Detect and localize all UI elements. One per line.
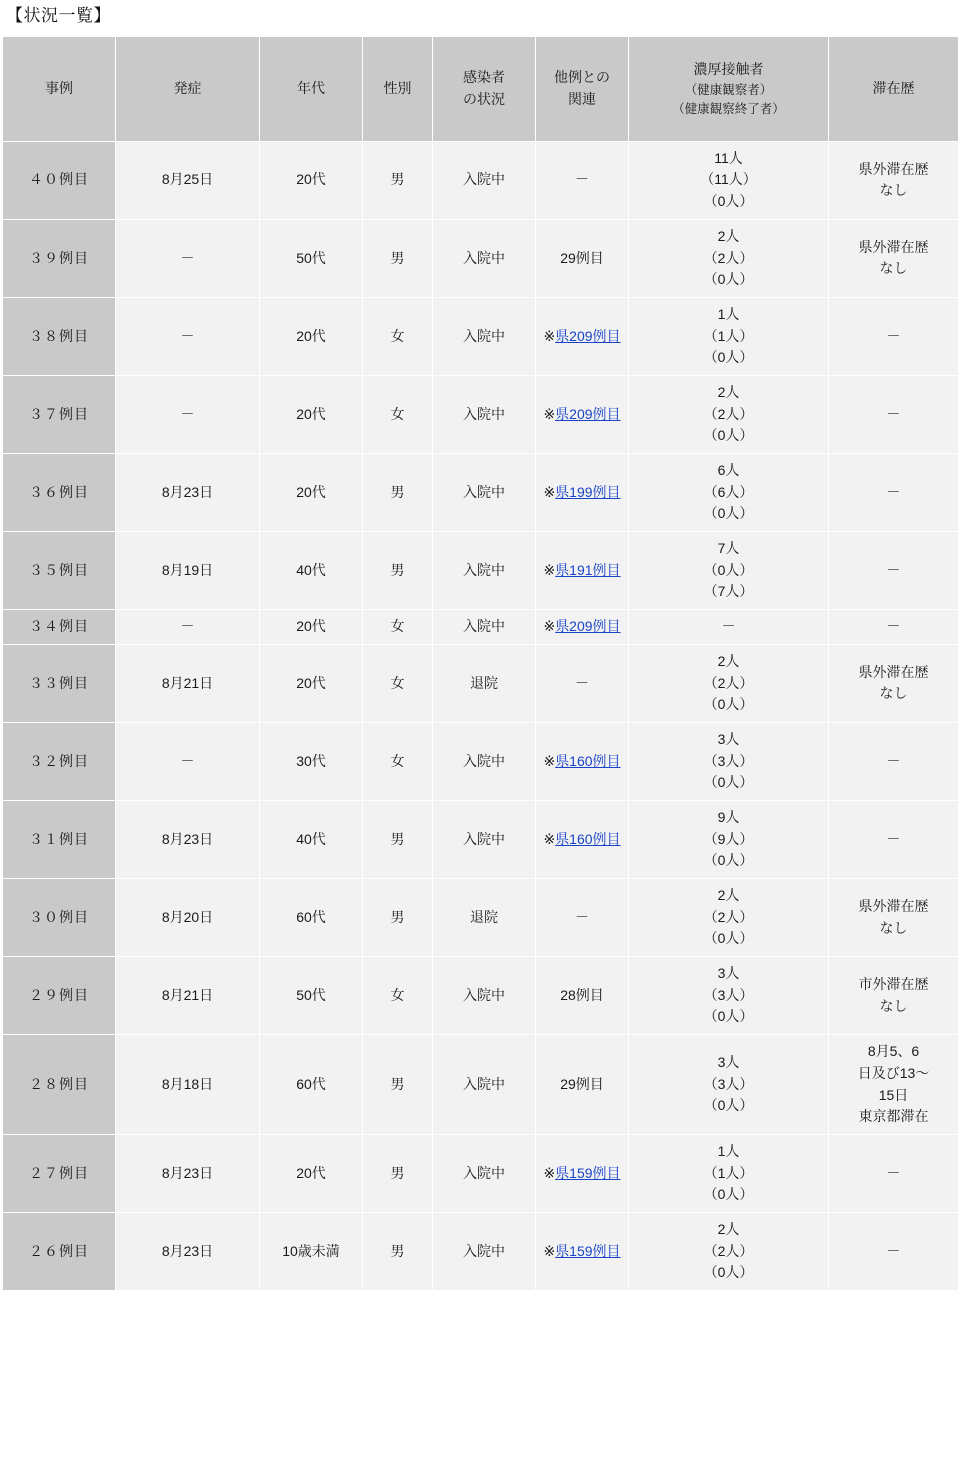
- cell-onset: 8月18日: [116, 1035, 260, 1135]
- cell-onset: －: [116, 297, 260, 375]
- cell-close-contacts: [629, 219, 829, 297]
- cell-sex: 男: [363, 532, 433, 610]
- cell-sex: 女: [363, 644, 433, 722]
- contact-count-line: （9人）: [703, 830, 754, 847]
- cell-relation: [536, 454, 629, 532]
- stay-history-line: 日及び13～: [857, 1064, 930, 1081]
- contact-count-line: 6人: [717, 462, 740, 479]
- cell-case: ３０例目: [3, 879, 116, 957]
- reference-mark: ※: [543, 327, 556, 344]
- cell-age: 20代: [260, 454, 363, 532]
- stay-history-line: －: [886, 1242, 901, 1259]
- contact-count-line: 11人: [714, 149, 743, 166]
- relation-text: 29例目: [560, 249, 604, 266]
- cell-age: 20代: [260, 610, 363, 645]
- contact-count-line: （2人）: [703, 674, 754, 691]
- cell-sex: 女: [363, 722, 433, 800]
- reference-mark: ※: [543, 618, 556, 635]
- column-header-case: 事例: [3, 36, 116, 141]
- status-table: [2, 36, 959, 1291]
- cell-age: 50代: [260, 219, 363, 297]
- cell-case: ３７例目: [3, 375, 116, 453]
- cell-state: 入院中: [433, 375, 536, 453]
- cell-age: 60代: [260, 879, 363, 957]
- cell-age: 20代: [260, 141, 363, 219]
- cell-relation: [536, 375, 629, 453]
- contact-count-line: 2人: [717, 887, 740, 904]
- cell-state: 入院中: [433, 722, 536, 800]
- cell-onset: 8月20日: [116, 879, 260, 957]
- relation-ref: [543, 831, 620, 847]
- column-header-relation: 他例との 関連: [536, 36, 629, 141]
- stay-history-line: －: [886, 1164, 901, 1181]
- relation-ref: [543, 484, 620, 500]
- table-row: [3, 644, 959, 722]
- cell-state: 入院中: [433, 957, 536, 1035]
- cell-stay: [829, 957, 959, 1035]
- column-header-close-contacts: 濃厚接触者 （健康観察者） （健康観察終了者）: [629, 36, 829, 141]
- cell-close-contacts: [629, 141, 829, 219]
- contact-count-line: （2人）: [703, 1242, 754, 1259]
- cell-relation: [536, 297, 629, 375]
- table-row: [3, 297, 959, 375]
- contact-count-line: 3人: [717, 965, 740, 982]
- cell-onset: 8月21日: [116, 644, 260, 722]
- contact-count-line: （0人）: [703, 930, 754, 947]
- reference-mark: ※: [543, 483, 556, 500]
- relation-text: －: [575, 674, 589, 691]
- header-row: [3, 36, 959, 141]
- related-case-link[interactable]: 県160例目: [555, 752, 621, 769]
- column-header-state: 感染者 の状況: [433, 36, 536, 141]
- cell-case: ３８例目: [3, 297, 116, 375]
- cell-stay: [829, 454, 959, 532]
- contact-count-line: （2人）: [703, 405, 754, 422]
- relation-text: 29例目: [560, 1075, 604, 1092]
- stay-history-line: 県外滞在歴: [858, 897, 929, 914]
- cell-relation: [536, 532, 629, 610]
- stay-history-line: 東京都滞在: [858, 1108, 929, 1125]
- cell-relation: [536, 1035, 629, 1135]
- contact-count-line: 1人: [717, 305, 740, 322]
- cell-close-contacts: [629, 297, 829, 375]
- stay-history-line: 県外滞在歴: [858, 238, 929, 255]
- cell-state: 入院中: [433, 1035, 536, 1135]
- cell-case: ２７例目: [3, 1134, 116, 1212]
- cell-relation: [536, 219, 629, 297]
- stay-history-line: なし: [879, 685, 908, 702]
- contact-count-line: （0人）: [703, 505, 754, 522]
- table-row: [3, 1035, 959, 1135]
- cell-case: ３２例目: [3, 722, 116, 800]
- cell-age: 10歳未満: [260, 1212, 363, 1290]
- stay-history-line: －: [886, 483, 901, 500]
- cell-age: 20代: [260, 375, 363, 453]
- cell-stay: [829, 532, 959, 610]
- contact-count-line: （0人）: [703, 852, 754, 869]
- cell-sex: 男: [363, 219, 433, 297]
- cell-close-contacts: [629, 957, 829, 1035]
- cell-sex: 男: [363, 141, 433, 219]
- column-header-stay: 滞在歴: [829, 36, 959, 141]
- contact-count-line: 9人: [717, 808, 740, 825]
- table-body: [3, 141, 959, 1290]
- cell-onset: 8月25日: [116, 141, 260, 219]
- stay-history-line: －: [886, 561, 901, 578]
- cell-case: ２９例目: [3, 957, 116, 1035]
- cell-age: 20代: [260, 297, 363, 375]
- cell-case: ３１例目: [3, 800, 116, 878]
- reference-mark: ※: [543, 1242, 556, 1259]
- reference-mark: ※: [543, 1164, 556, 1181]
- related-case-link[interactable]: 県199例目: [555, 483, 621, 500]
- cell-onset: －: [116, 610, 260, 645]
- contact-count-line: （6人）: [703, 483, 754, 500]
- cell-case: ３５例目: [3, 532, 116, 610]
- cell-stay: [829, 722, 959, 800]
- cell-close-contacts: [629, 1134, 829, 1212]
- contact-count-line: （0人）: [703, 1264, 754, 1281]
- cell-relation: [536, 800, 629, 878]
- stay-history-line: 市外滞在歴: [858, 975, 929, 992]
- related-case-link[interactable]: 県191例目: [555, 561, 621, 578]
- cell-age: 60代: [260, 1035, 363, 1135]
- cell-sex: 男: [363, 1212, 433, 1290]
- stay-history-line: なし: [879, 182, 908, 199]
- contact-count-line: 1人: [717, 1142, 740, 1159]
- contact-count-line: （0人）: [703, 427, 754, 444]
- stay-history-line: －: [886, 830, 901, 847]
- contact-count-line: （0人）: [703, 1186, 754, 1203]
- contact-count-line: （0人）: [703, 349, 754, 366]
- column-header-age: 年代: [260, 36, 363, 141]
- contact-count-line: （0人）: [703, 1008, 754, 1025]
- contact-count-line: 3人: [717, 730, 740, 747]
- cell-age: 20代: [260, 644, 363, 722]
- related-case-link[interactable]: 県209例目: [555, 618, 621, 635]
- contact-count-line: （1人）: [703, 327, 754, 344]
- relation-ref: [543, 1243, 620, 1259]
- table-row: [3, 957, 959, 1035]
- cell-state: 入院中: [433, 610, 536, 645]
- cell-age: 30代: [260, 722, 363, 800]
- contact-count-line: （3人）: [703, 752, 754, 769]
- cell-stay: [829, 375, 959, 453]
- table-row: [3, 722, 959, 800]
- table-row: [3, 1134, 959, 1212]
- contact-count-line: 3人: [717, 1054, 740, 1071]
- contact-count-line: 2人: [717, 383, 740, 400]
- cell-case: ３４例目: [3, 610, 116, 645]
- cell-case: ３９例目: [3, 219, 116, 297]
- contact-count-line: （0人）: [703, 1097, 754, 1114]
- cell-onset: 8月23日: [116, 800, 260, 878]
- relation-ref: [543, 562, 620, 578]
- contact-count-line: （0人）: [703, 561, 754, 578]
- related-case-link[interactable]: 県159例目: [555, 1164, 621, 1181]
- cell-state: 入院中: [433, 1134, 536, 1212]
- related-case-link[interactable]: 県159例目: [555, 1242, 621, 1259]
- cell-relation: [536, 610, 629, 645]
- cell-close-contacts: [629, 879, 829, 957]
- relation-ref: [543, 406, 620, 422]
- contact-count-line: （3人）: [703, 1075, 754, 1092]
- cell-close-contacts: [629, 1212, 829, 1290]
- stay-history-line: なし: [879, 919, 908, 936]
- cell-state: 入院中: [433, 219, 536, 297]
- cell-stay: [829, 219, 959, 297]
- relation-text: －: [575, 171, 589, 188]
- relation-ref: [543, 328, 620, 344]
- contact-count-line: （1人）: [703, 1164, 754, 1181]
- cell-close-contacts: [629, 644, 829, 722]
- cell-stay: [829, 879, 959, 957]
- table-row: [3, 141, 959, 219]
- cell-stay: [829, 800, 959, 878]
- cell-stay: [829, 141, 959, 219]
- cell-sex: 男: [363, 800, 433, 878]
- table-header: [3, 36, 959, 141]
- cell-close-contacts: [629, 610, 829, 645]
- cell-state: 入院中: [433, 454, 536, 532]
- contact-count-line: （2人）: [703, 249, 754, 266]
- cell-stay: [829, 1212, 959, 1290]
- stay-history-line: －: [886, 618, 901, 635]
- relation-text: －: [575, 908, 589, 925]
- cell-sex: 男: [363, 1134, 433, 1212]
- related-case-link[interactable]: 県209例目: [555, 405, 621, 422]
- cell-age: 40代: [260, 800, 363, 878]
- relation-ref: [543, 618, 620, 634]
- cell-stay: [829, 1035, 959, 1135]
- contact-count-line: 2人: [717, 652, 740, 669]
- cell-onset: 8月23日: [116, 1134, 260, 1212]
- cell-close-contacts: [629, 1035, 829, 1135]
- cell-age: 20代: [260, 1134, 363, 1212]
- cell-stay: [829, 644, 959, 722]
- reference-mark: ※: [543, 830, 556, 847]
- cell-onset: 8月23日: [116, 454, 260, 532]
- contact-count-line: （3人）: [703, 986, 754, 1003]
- cell-sex: 男: [363, 454, 433, 532]
- cell-close-contacts: [629, 800, 829, 878]
- contact-count-line: 2人: [717, 1220, 740, 1237]
- reference-mark: ※: [543, 752, 556, 769]
- table-row: [3, 800, 959, 878]
- page-title: 【状況一覧】: [6, 6, 111, 25]
- cell-case: ４０例目: [3, 141, 116, 219]
- stay-history-line: 県外滞在歴: [858, 160, 929, 177]
- contact-count-line: （11人）: [700, 171, 757, 188]
- stay-history-line: 15日: [878, 1086, 909, 1103]
- cell-onset: 8月21日: [116, 957, 260, 1035]
- relation-ref: [543, 1165, 620, 1181]
- cell-stay: [829, 297, 959, 375]
- cell-state: 入院中: [433, 1212, 536, 1290]
- cell-sex: 男: [363, 879, 433, 957]
- cell-age: 40代: [260, 532, 363, 610]
- contact-count-line: －: [721, 618, 736, 635]
- cell-state: 入院中: [433, 532, 536, 610]
- cell-relation: [536, 644, 629, 722]
- cell-age: 50代: [260, 957, 363, 1035]
- cell-onset: 8月23日: [116, 1212, 260, 1290]
- contact-count-line: 7人: [717, 540, 740, 557]
- stay-history-line: －: [886, 752, 901, 769]
- cell-relation: [536, 141, 629, 219]
- column-header-onset: 発症: [116, 36, 260, 141]
- cell-relation: [536, 879, 629, 957]
- table-row: [3, 219, 959, 297]
- cell-case: ２６例目: [3, 1212, 116, 1290]
- cell-relation: [536, 1212, 629, 1290]
- stay-history-line: なし: [879, 997, 908, 1014]
- relation-text: 28例目: [560, 986, 604, 1003]
- cell-relation: [536, 722, 629, 800]
- cell-sex: 女: [363, 957, 433, 1035]
- stay-history-line: 県外滞在歴: [858, 663, 929, 680]
- table-row: [3, 375, 959, 453]
- stay-history-line: －: [886, 327, 901, 344]
- cell-state: 退院: [433, 644, 536, 722]
- contact-count-line: 2人: [717, 227, 740, 244]
- stay-history-line: なし: [879, 260, 908, 277]
- contact-count-line: （0人）: [703, 193, 754, 210]
- contact-count-line: （0人）: [703, 774, 754, 791]
- table-row: [3, 879, 959, 957]
- cell-sex: 女: [363, 375, 433, 453]
- cell-onset: －: [116, 375, 260, 453]
- contact-count-line: （2人）: [703, 908, 754, 925]
- cell-onset: －: [116, 722, 260, 800]
- reference-mark: ※: [543, 561, 556, 578]
- contact-count-line: （7人）: [703, 583, 754, 600]
- cell-state: 入院中: [433, 141, 536, 219]
- cell-onset: 8月19日: [116, 532, 260, 610]
- cell-case: ３３例目: [3, 644, 116, 722]
- cell-onset: －: [116, 219, 260, 297]
- cell-close-contacts: [629, 375, 829, 453]
- relation-ref: [543, 753, 620, 769]
- cell-sex: 男: [363, 1035, 433, 1135]
- cell-stay: [829, 1134, 959, 1212]
- cell-case: ２８例目: [3, 1035, 116, 1135]
- reference-mark: ※: [543, 405, 556, 422]
- table-row: [3, 454, 959, 532]
- cell-close-contacts: [629, 454, 829, 532]
- cell-relation: [536, 957, 629, 1035]
- contact-count-line: （0人）: [703, 271, 754, 288]
- table-row: [3, 610, 959, 645]
- cell-close-contacts: [629, 532, 829, 610]
- table-row: [3, 532, 959, 610]
- cell-case: ３６例目: [3, 454, 116, 532]
- cell-sex: 女: [363, 297, 433, 375]
- cell-close-contacts: [629, 722, 829, 800]
- cell-stay: [829, 610, 959, 645]
- related-case-link[interactable]: 県160例目: [555, 830, 621, 847]
- cell-state: 退院: [433, 879, 536, 957]
- contact-count-line: （0人）: [703, 696, 754, 713]
- column-header-sex: 性別: [363, 36, 433, 141]
- cell-relation: [536, 1134, 629, 1212]
- cell-state: 入院中: [433, 297, 536, 375]
- cell-sex: 女: [363, 610, 433, 645]
- stay-history-line: 8月5、6: [867, 1043, 920, 1060]
- related-case-link[interactable]: 県209例目: [555, 327, 621, 344]
- table-row: [3, 1212, 959, 1290]
- cell-state: 入院中: [433, 800, 536, 878]
- stay-history-line: －: [886, 405, 901, 422]
